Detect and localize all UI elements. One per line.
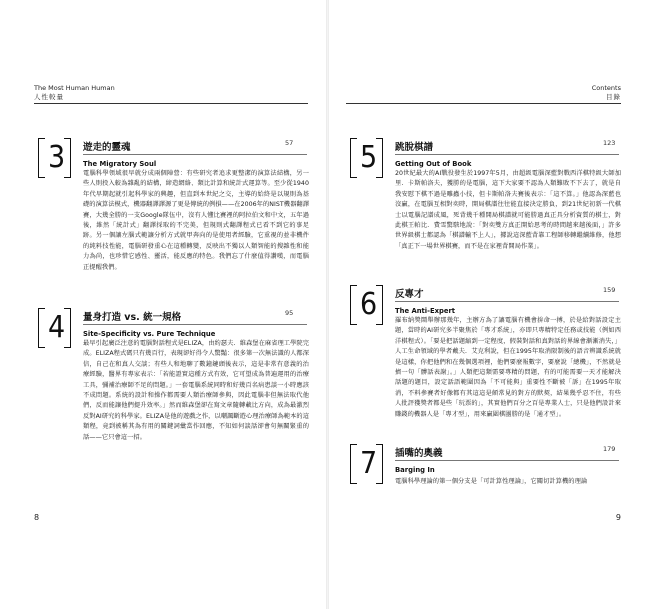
bracket-right bbox=[64, 308, 71, 348]
left-header-rule bbox=[34, 103, 308, 104]
chapter-rule bbox=[83, 154, 307, 155]
chapter-number: 6 bbox=[359, 287, 378, 322]
chapter-page: 95 bbox=[285, 309, 294, 317]
chapter-summary: 電腦科學理論的第一個分支是「可計算性理論」，它關切計算機的理論 bbox=[395, 478, 588, 485]
chapter-title-en: Barging In bbox=[395, 466, 435, 474]
running-head-zh: 人性較量 bbox=[34, 93, 64, 101]
chapter-summary: 電腦科學領域很早就分成兩個陣營：有些研究者追求更整潔的演算法結構，另一些人則投入較為雜亂的結構，締造網絡、類比計算和統計式運算等。至少從1940年代早期起就引起科學家的興趣，但直到本世紀之交，主導的始終是以規則為基礎的演算法模式，機器翻譯譯源了更是傳統的例損——在2006年的NIST機器翻譯賽，大幾全勝的一支Google隊伍中，沒有人懂比賽裡的阿拉伯文和中文，五年過後，維然「統計式」翻譯採取的不完美，但規則式翻譯程式已看不到它的事足跡。另一個讓左腦式範讓分析方式就甲奔向的是使用者經驗，它重視的並非機件的純料技性能，電腦研發重心在這種轉變，反映出不獨以人類智能的搜雜性和能力為尚，也珍惜它感性、靈活，能反應的特色。我們忘了什麼值得讚嘆，而電腦正提醒我們。 bbox=[83, 170, 309, 271]
chapter-page: 159 bbox=[603, 286, 616, 294]
bracket-left bbox=[350, 285, 357, 325]
chapter-number: 4 bbox=[47, 310, 66, 345]
chapter-rule bbox=[83, 324, 307, 325]
chapter-title-en: The Migratory Soul bbox=[83, 160, 157, 168]
bracket-right bbox=[64, 138, 71, 178]
chapter-title-zh: 反專才 bbox=[395, 289, 424, 300]
chapter-summary: 最早引起廣泛注意的電腦對話程式是ELIZA，由約瑟夫．維森堡在麻省理工學院完成。ELIZA程式碼只有幾百行，表現卻好得令人驚豔：很多第一次無法識的人都深信，自己在和真人交談；有些人和地聊了數鐘鏈頭後表示，這是非常有意義的治療經驗，醫界有專家表示：「若能證實這種方式有效，它可望成為普遍運用的治療工具，彌補治療師不足的問題。」一套電腦系統同時和好幾百名病患談一小時應該不成問題。系統的設計和操作都需要人類治療師參與，因此電腦非但無法取代他們，反而能讓他們提升效率。」然而維森堡卻在寫文章隨轉載比方向，成為最激烈反對AI研究的科學家。ELIZA是他的遊戲之作，以嘲諷斷遊心理治療師為範本的這類程，竟到被稱其為有用的關鍵詞彙當作回應，不知如何談話卻會句無關緊重的話——它只會這一招。 bbox=[83, 340, 309, 441]
bracket-right bbox=[376, 444, 383, 484]
running-head-en: The Most Human Human bbox=[34, 84, 115, 92]
chapter-number: 3 bbox=[47, 140, 66, 175]
chapter-rule bbox=[395, 460, 619, 461]
bracket-left bbox=[350, 138, 357, 178]
chapter-number: 5 bbox=[359, 140, 378, 175]
bracket-left bbox=[38, 308, 45, 348]
right-folio: 9 bbox=[615, 513, 621, 522]
gutter bbox=[326, 0, 329, 609]
right-header-rule bbox=[346, 103, 621, 104]
chapter-title-en: Site-Specificity vs. Pure Technique bbox=[83, 330, 216, 338]
chapter-title-zh: 量身打造 vs. 統一規格 bbox=[83, 312, 182, 323]
chapter-summary: 20世紀最大的AI戰役發生於1997年5月，由超級電腦深藍對戰西洋棋特級大師加里．卡斯帕洛夫，獲勝的是電腦，這下大家要不認為人類難敗不下去了，就是自我安慰下棋不過是雕蟲小技，但卡斯帕洛夫賽後表示：「這不算。」他認為深藍也沒贏，在電腦互相對奕時，開局棋譜往往能直接決定勝負，到21世紀初新一代棋士以電腦記譜成風，死背幾千種開局棋譜就可能勝過真正具分析資質的棋士，對此棋王帕比．費雪驚駭地說：「對奕雙方真正開始思考的時間越來越後面，」許多世界級棋士都認為「棋譜輸不上人」，據說這深藍背靠工程師移轉繼續維修，他想「真正下一場世界棋賽，而不是在家裡背開局作業」。 bbox=[395, 170, 621, 250]
chapter-number: 7 bbox=[359, 446, 378, 481]
bracket-left bbox=[350, 444, 357, 484]
chapter-title-en: The Anti-Expert bbox=[395, 307, 456, 315]
chapter-title-zh: 遊走的靈魂 bbox=[83, 142, 131, 153]
chapter-summary: 羅布納獎鬧舉辦那幾年，主辦方為了讓電腦有機會拚命一搏，於是給對話設定主題，當時的AI研究多半聚焦於「專才系統」，亦即只專精特定任務或技能（例如西洋棋程式）。「要是把話題縮到一定程度，假裝對話和真對話的界線會漸漸消失，」人工生命領域的學者戴夫．艾克利說，但在1995年取消限制後的語音辨識系統就是這樣，你把他們和在幾個選項裡，他們要麼報數字，要麼說「總機」，不然就是擠一句「髒話表謝」。」人類把這類需要專精的問題，有的可能需要一天才能解決話題的題目，設定話語範圍因為「不可能與」重要性不斷被「訴」在1995年取消，不料參賽者好像都有其這這是頗常見的對方的默契，結果幾乎忍不住，有些人批評獲獎者都是些「玩票的」，其實他們百分之百是專業人士，只是他們設計來賺錢的機器人是「專才型」，用來贏圍棋團勝的是「通才型」。 bbox=[395, 317, 621, 418]
chapter-rule bbox=[395, 301, 619, 302]
bracket-right bbox=[376, 285, 383, 325]
bracket-left bbox=[38, 138, 45, 178]
left-folio: 8 bbox=[34, 513, 40, 522]
chapter-title-en: Getting Out of Book bbox=[395, 160, 472, 168]
chapter-page: 123 bbox=[603, 139, 616, 147]
running-head-en: Contents bbox=[591, 84, 621, 92]
right-running-head bbox=[592, 84, 621, 102]
chapter-title-zh: 跳脫棋譜 bbox=[395, 142, 434, 153]
bracket-right bbox=[376, 138, 383, 178]
chapter-rule bbox=[395, 154, 619, 155]
chapter-title-zh: 插嘴的奧義 bbox=[395, 448, 443, 459]
running-head-zh: 目錄 bbox=[606, 93, 621, 101]
chapter-page: 57 bbox=[285, 139, 294, 147]
chapter-page: 179 bbox=[603, 445, 616, 453]
left-running-head bbox=[34, 84, 115, 102]
